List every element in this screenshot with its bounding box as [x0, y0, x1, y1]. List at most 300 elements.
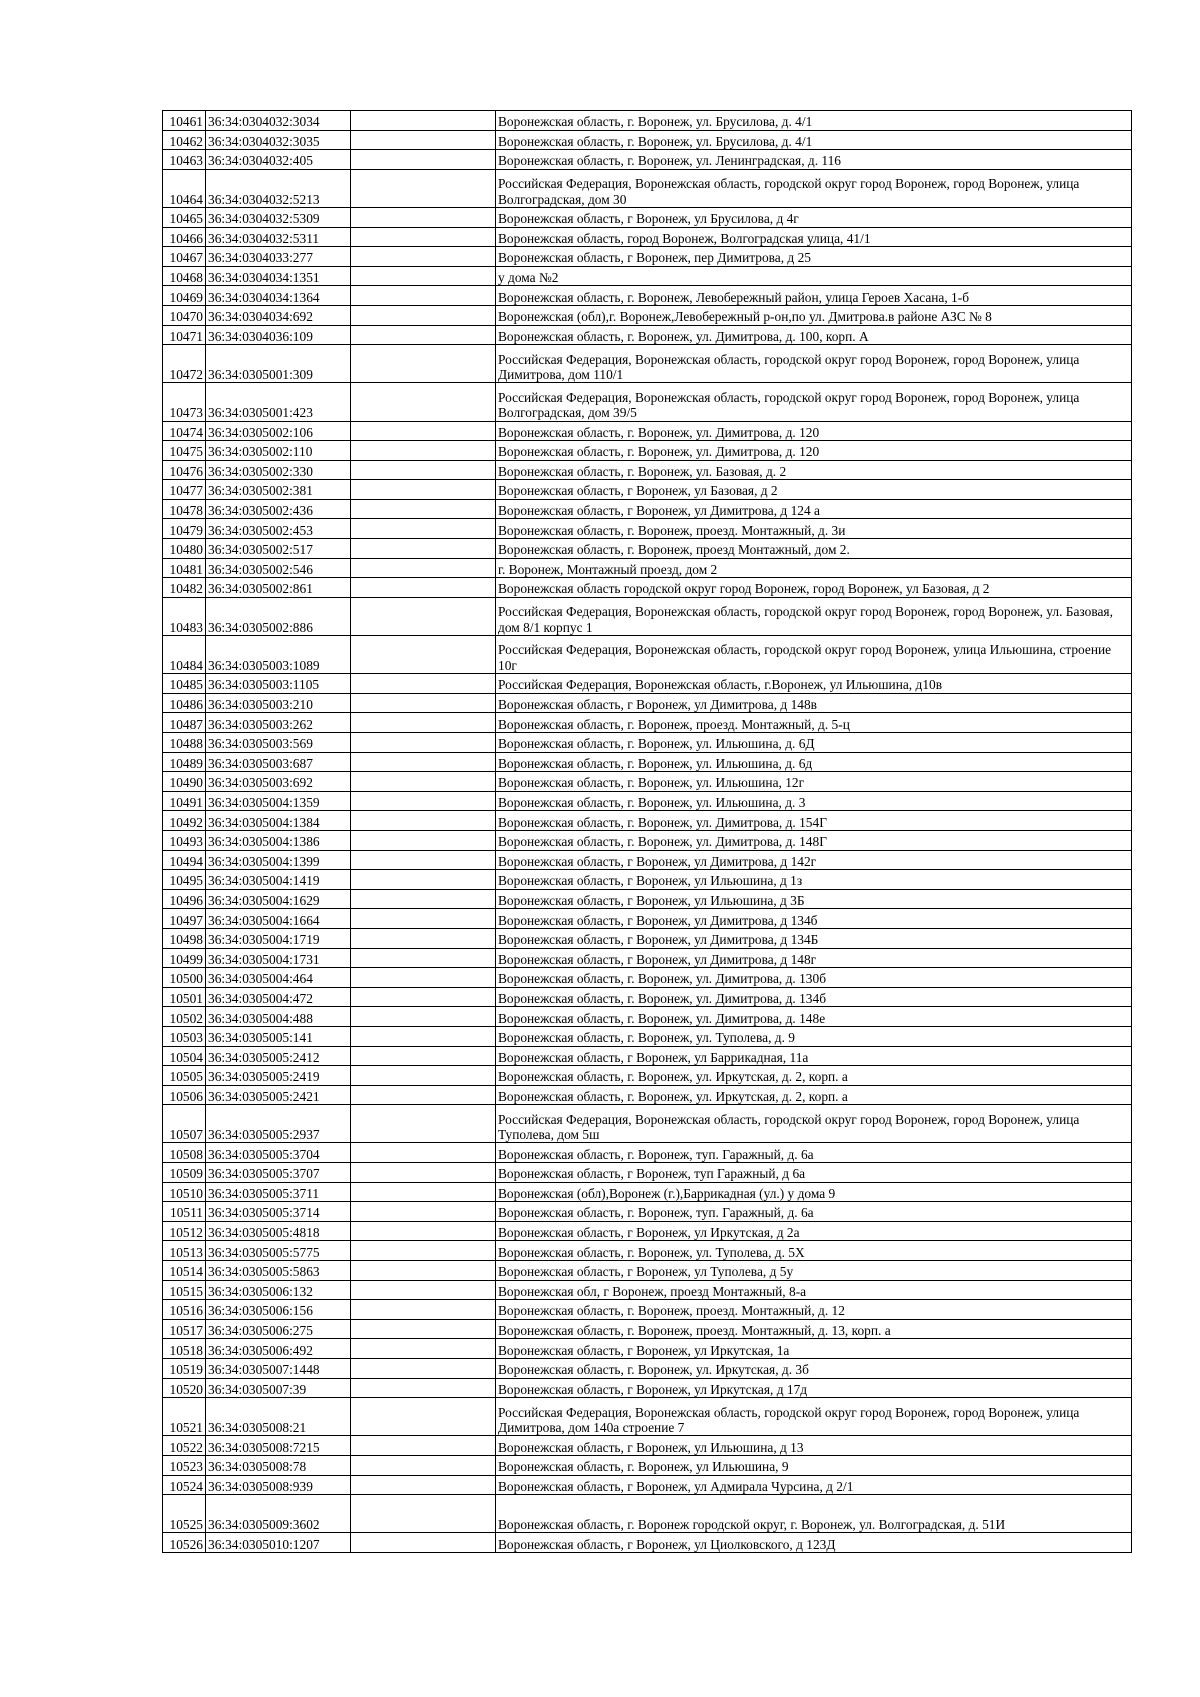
empty-cell: [351, 1202, 496, 1222]
row-number-cell: 10490: [163, 772, 206, 792]
empty-cell: [351, 870, 496, 890]
empty-cell: [351, 1143, 496, 1163]
row-number-cell: 10470: [163, 305, 206, 325]
address-cell: Воронежская обл, г Воронеж, проезд Монтажный, 8-а: [496, 1280, 1132, 1300]
address-cell: Воронежская область, г Воронеж, туп Гаражный, д 6а: [496, 1163, 1132, 1183]
cadastral-number-cell: 36:34:0305005:2419: [206, 1066, 351, 1086]
empty-cell: [351, 1066, 496, 1086]
empty-cell: [351, 383, 496, 421]
cadastral-number-cell: 36:34:0304032:5309: [206, 207, 351, 227]
row-number-cell: 10500: [163, 968, 206, 988]
address-cell: Российская Федерация, Воронежская область, городской округ город Воронеж, город Воронеж, ул. Базовая, дом 8/1 корпус 1: [496, 597, 1132, 635]
address-cell: Воронежская область, г. Воронеж, Левобережный район, улица Героев Хасана, 1-б: [496, 286, 1132, 306]
empty-cell: [351, 1533, 496, 1553]
empty-cell: [351, 345, 496, 383]
cadastral-number-cell: 36:34:0305007:39: [206, 1378, 351, 1398]
address-cell: Воронежская область, г. Воронеж, ул. Димитрова, д. 154Г: [496, 811, 1132, 831]
row-number-cell: 10466: [163, 227, 206, 247]
cadastral-number-cell: 36:34:0305002:886: [206, 597, 351, 635]
table-row: [163, 850, 1132, 870]
cadastral-number-cell: 36:34:0305004:1664: [206, 909, 351, 929]
address-cell: Воронежская область, г Воронеж, ул Иркутская, 1а: [496, 1339, 1132, 1359]
address-cell: Воронежская область, г Воронеж, ул Баррикадная, 11а: [496, 1046, 1132, 1066]
empty-cell: [351, 850, 496, 870]
address-cell: Российская Федерация, Воронежская область, городской округ город Воронеж, город Воронеж, улица Волгоградская, дом 30: [496, 169, 1132, 207]
empty-cell: [351, 519, 496, 539]
empty-cell: [351, 286, 496, 306]
cadastral-number-cell: 36:34:0305004:488: [206, 1007, 351, 1027]
cadastral-number-cell: 36:34:0305002:381: [206, 480, 351, 500]
table-row: [163, 305, 1132, 325]
table-row: [163, 636, 1132, 674]
address-cell: Воронежская область, г. Воронеж, ул. Димитрова, д. 134б: [496, 987, 1132, 1007]
table-row: [163, 150, 1132, 170]
row-number-cell: 10499: [163, 948, 206, 968]
address-cell: Воронежская область, г. Воронеж, ул. Димитрова, д. 148Г: [496, 830, 1132, 850]
cadastral-number-cell: 36:34:0305005:5775: [206, 1241, 351, 1261]
address-cell: Воронежская область, г. Воронеж, туп. Гаражный, д. 6а: [496, 1143, 1132, 1163]
address-cell: Воронежская область, г. Воронеж, ул. Димитрова, д. 120: [496, 441, 1132, 461]
empty-cell: [351, 889, 496, 909]
empty-cell: [351, 1378, 496, 1398]
address-cell: Воронежская область, г. Воронеж, проезд. Монтажный, д. 12: [496, 1300, 1132, 1320]
row-number-cell: 10496: [163, 889, 206, 909]
cadastral-number-cell: 36:34:0304032:5311: [206, 227, 351, 247]
address-cell: Воронежская область, г. Воронеж, проезд. Монтажный, д. 13, корп. а: [496, 1319, 1132, 1339]
cadastral-number-cell: 36:34:0304034:1364: [206, 286, 351, 306]
empty-cell: [351, 499, 496, 519]
address-cell: Российская Федерация, Воронежская область, городской округ город Воронеж, улица Ильюшина, строение 10г: [496, 636, 1132, 674]
table-row: [163, 752, 1132, 772]
cadastral-number-cell: 36:34:0305004:1731: [206, 948, 351, 968]
row-number-cell: 10510: [163, 1182, 206, 1202]
cadastral-number-cell: 36:34:0305003:569: [206, 733, 351, 753]
empty-cell: [351, 207, 496, 227]
empty-cell: [351, 1339, 496, 1359]
table-row: [163, 1163, 1132, 1183]
table-row: [163, 383, 1132, 421]
address-cell: Воронежская область, г Воронеж, пер Димитрова, д 25: [496, 247, 1132, 267]
row-number-cell: 10474: [163, 421, 206, 441]
row-number-cell: 10504: [163, 1046, 206, 1066]
address-cell: Воронежская область, г Воронеж, ул Димитрова, д 148г: [496, 948, 1132, 968]
address-cell: Воронежская область, г. Воронеж, ул. Димитрова, д. 148е: [496, 1007, 1132, 1027]
row-number-cell: 10468: [163, 266, 206, 286]
table-row: [163, 1475, 1132, 1495]
row-number-cell: 10519: [163, 1359, 206, 1379]
table-row: [163, 460, 1132, 480]
table-row: [163, 1398, 1132, 1436]
cadastral-number-cell: 36:34:0304032:3035: [206, 130, 351, 150]
empty-cell: [351, 1085, 496, 1105]
row-number-cell: 10471: [163, 325, 206, 345]
row-number-cell: 10480: [163, 539, 206, 559]
address-cell: Российская Федерация, Воронежская область, городской округ город Воронеж, город Воронеж, улица Туполева, дом 5ш: [496, 1105, 1132, 1143]
table-row: [163, 1046, 1132, 1066]
row-number-cell: 10465: [163, 207, 206, 227]
address-cell: Воронежская область, г Воронеж, ул Иркутская, д 2а: [496, 1221, 1132, 1241]
empty-cell: [351, 227, 496, 247]
table-row: [163, 811, 1132, 831]
row-number-cell: 10523: [163, 1455, 206, 1475]
table-row: [163, 713, 1132, 733]
row-number-cell: 10478: [163, 499, 206, 519]
address-cell: Воронежская область, г. Воронеж, туп. Гаражный, д. 6а: [496, 1202, 1132, 1222]
address-cell: Российская Федерация, Воронежская область, городской округ город Воронеж, город Воронеж, улица Волгоградская, дом 39/5: [496, 383, 1132, 421]
cadastral-number-cell: 36:34:0305002:436: [206, 499, 351, 519]
table-row: [163, 1026, 1132, 1046]
table-row: [163, 733, 1132, 753]
empty-cell: [351, 830, 496, 850]
empty-cell: [351, 247, 496, 267]
empty-cell: [351, 1163, 496, 1183]
address-cell: Воронежская (обл),г. Воронеж,Левобережный р-он,по ул. Дмитрова.в районе АЗС № 8: [496, 305, 1132, 325]
table-row: [163, 499, 1132, 519]
address-cell: Воронежская область, г Воронеж, ул Адмирала Чурсина, д 2/1: [496, 1475, 1132, 1495]
address-cell: Российская Федерация, Воронежская область, г.Воронеж, ул Ильюшина, д10в: [496, 674, 1132, 694]
empty-cell: [351, 597, 496, 635]
address-cell: Воронежская область, г. Воронеж, ул. Брусилова, д. 4/1: [496, 130, 1132, 150]
address-cell: у дома №2: [496, 266, 1132, 286]
empty-cell: [351, 1182, 496, 1202]
table-row: [163, 1455, 1132, 1475]
address-cell: Воронежская область, г Воронеж, ул Димитрова, д 142г: [496, 850, 1132, 870]
table-row: [163, 207, 1132, 227]
address-cell: Воронежская область городской округ город Воронеж, город Воронеж, ул Базовая, д 2: [496, 578, 1132, 598]
table-row: [163, 1066, 1132, 1086]
address-cell: Воронежская область, г. Воронеж, ул Ильюшина, 9: [496, 1455, 1132, 1475]
cadastral-number-cell: 36:34:0305004:1419: [206, 870, 351, 890]
table-row: [163, 889, 1132, 909]
table-row: [163, 1085, 1132, 1105]
row-number-cell: 10524: [163, 1475, 206, 1495]
address-cell: Воронежская область, г. Воронеж, ул. Ильюшина, 12г: [496, 772, 1132, 792]
table-row: [163, 909, 1132, 929]
row-number-cell: 10511: [163, 1202, 206, 1222]
empty-cell: [351, 1280, 496, 1300]
row-number-cell: 10483: [163, 597, 206, 635]
cadastral-number-cell: 36:34:0305002:546: [206, 558, 351, 578]
table-row: [163, 266, 1132, 286]
row-number-cell: 10463: [163, 150, 206, 170]
address-cell: Воронежская область, г. Воронеж, проезд. Монтажный, д. 5-ц: [496, 713, 1132, 733]
table-row: [163, 1359, 1132, 1379]
empty-cell: [351, 1007, 496, 1027]
address-cell: Воронежская область, г Воронеж, ул Димитрова, д 134б: [496, 909, 1132, 929]
row-number-cell: 10513: [163, 1241, 206, 1261]
row-number-cell: 10526: [163, 1533, 206, 1553]
table-row: [163, 928, 1132, 948]
address-cell: Воронежская область, г Воронеж, ул Туполева, д 5у: [496, 1261, 1132, 1281]
address-cell: Воронежская область, г Воронеж, ул Димитрова, д 134Б: [496, 928, 1132, 948]
row-number-cell: 10477: [163, 480, 206, 500]
cadastral-number-cell: 36:34:0305005:3714: [206, 1202, 351, 1222]
row-number-cell: 10498: [163, 928, 206, 948]
empty-cell: [351, 1319, 496, 1339]
cadastral-number-cell: 36:34:0305002:453: [206, 519, 351, 539]
row-number-cell: 10497: [163, 909, 206, 929]
cadastral-number-cell: 36:34:0305004:1384: [206, 811, 351, 831]
empty-cell: [351, 791, 496, 811]
table-row: [163, 674, 1132, 694]
table-row: [163, 441, 1132, 461]
table-row: [163, 948, 1132, 968]
empty-cell: [351, 578, 496, 598]
cadastral-number-cell: 36:34:0305005:2937: [206, 1105, 351, 1143]
address-registry-table: [162, 110, 1132, 1553]
row-number-cell: 10501: [163, 987, 206, 1007]
table-row: [163, 1261, 1132, 1281]
row-number-cell: 10518: [163, 1339, 206, 1359]
cadastral-number-cell: 36:34:0305006:275: [206, 1319, 351, 1339]
table-row: [163, 597, 1132, 635]
row-number-cell: 10505: [163, 1066, 206, 1086]
row-number-cell: 10476: [163, 460, 206, 480]
address-cell: Российская Федерация, Воронежская область, городской округ город Воронеж, город Воронеж, улица Димитрова, дом 110/1: [496, 345, 1132, 383]
cadastral-number-cell: 36:34:0305006:132: [206, 1280, 351, 1300]
empty-cell: [351, 968, 496, 988]
row-number-cell: 10489: [163, 752, 206, 772]
row-number-cell: 10492: [163, 811, 206, 831]
address-cell: Воронежская область, г. Воронеж, ул. Ленинградская, д. 116: [496, 150, 1132, 170]
table-row: [163, 1007, 1132, 1027]
table-row: [163, 1221, 1132, 1241]
empty-cell: [351, 713, 496, 733]
row-number-cell: 10520: [163, 1378, 206, 1398]
table-row: [163, 130, 1132, 150]
empty-cell: [351, 150, 496, 170]
table-row: [163, 345, 1132, 383]
row-number-cell: 10475: [163, 441, 206, 461]
empty-cell: [351, 130, 496, 150]
empty-cell: [351, 1026, 496, 1046]
cadastral-number-cell: 36:34:0304033:277: [206, 247, 351, 267]
empty-cell: [351, 752, 496, 772]
table-row: [163, 1280, 1132, 1300]
address-cell: Воронежская область, г. Воронеж, проезд. Монтажный, д. 3и: [496, 519, 1132, 539]
row-number-cell: 10525: [163, 1495, 206, 1533]
address-cell: Воронежская область, г Воронеж, ул Ильюшина, д 3Б: [496, 889, 1132, 909]
table-row: [163, 1319, 1132, 1339]
empty-cell: [351, 558, 496, 578]
cadastral-number-cell: 36:34:0304032:405: [206, 150, 351, 170]
cadastral-number-cell: 36:34:0305007:1448: [206, 1359, 351, 1379]
empty-cell: [351, 1300, 496, 1320]
table-row: [163, 1105, 1132, 1143]
row-number-cell: 10472: [163, 345, 206, 383]
address-cell: Воронежская область, г Воронеж, ул Циолковского, д 123Д: [496, 1533, 1132, 1553]
row-number-cell: 10493: [163, 830, 206, 850]
row-number-cell: 10464: [163, 169, 206, 207]
empty-cell: [351, 539, 496, 559]
cadastral-number-cell: 36:34:0305005:2412: [206, 1046, 351, 1066]
row-number-cell: 10479: [163, 519, 206, 539]
address-cell: Воронежская область, г Воронеж, ул Базовая, д 2: [496, 480, 1132, 500]
row-number-cell: 10486: [163, 693, 206, 713]
row-number-cell: 10488: [163, 733, 206, 753]
table-row: [163, 693, 1132, 713]
row-number-cell: 10514: [163, 1261, 206, 1281]
table-row: [163, 1202, 1132, 1222]
table-row: [163, 1182, 1132, 1202]
cadastral-number-cell: 36:34:0305003:1105: [206, 674, 351, 694]
table-row: [163, 111, 1132, 131]
cadastral-number-cell: 36:34:0305004:1359: [206, 791, 351, 811]
cadastral-number-cell: 36:34:0305004:464: [206, 968, 351, 988]
table-row: [163, 325, 1132, 345]
row-number-cell: 10482: [163, 578, 206, 598]
empty-cell: [351, 1475, 496, 1495]
cadastral-number-cell: 36:34:0305005:5863: [206, 1261, 351, 1281]
cadastral-number-cell: 36:34:0305001:423: [206, 383, 351, 421]
address-cell: Воронежская область, г. Воронеж, ул. Брусилова, д. 4/1: [496, 111, 1132, 131]
cadastral-number-cell: 36:34:0305005:3707: [206, 1163, 351, 1183]
address-cell: Воронежская область, г. Воронеж, ул. Ильюшина, д. 6д: [496, 752, 1132, 772]
address-cell: Воронежская область, г. Воронеж, проезд Монтажный, дом 2.: [496, 539, 1132, 559]
empty-cell: [351, 948, 496, 968]
row-number-cell: 10522: [163, 1436, 206, 1456]
cadastral-number-cell: 36:34:0305002:861: [206, 578, 351, 598]
row-number-cell: 10503: [163, 1026, 206, 1046]
cadastral-number-cell: 36:34:0305002:106: [206, 421, 351, 441]
empty-cell: [351, 111, 496, 131]
cadastral-number-cell: 36:34:0305002:517: [206, 539, 351, 559]
address-cell: Воронежская область, г. Воронеж, ул. Туполева, д. 9: [496, 1026, 1132, 1046]
address-cell: Воронежская область, г. Воронеж, ул. Димитрова, д. 100, корп. А: [496, 325, 1132, 345]
table-row: [163, 870, 1132, 890]
address-cell: Воронежская область, г. Воронеж, ул. Иркутская, д. 2, корп. а: [496, 1085, 1132, 1105]
table-row: [163, 830, 1132, 850]
table-row: [163, 480, 1132, 500]
empty-cell: [351, 636, 496, 674]
row-number-cell: 10491: [163, 791, 206, 811]
table-row: [163, 421, 1132, 441]
address-cell: Воронежская область, г. Воронеж, ул. Ильюшина, д. 3: [496, 791, 1132, 811]
address-cell: Воронежская (обл),Воронеж (г.),Баррикадная (ул.) у дома 9: [496, 1182, 1132, 1202]
address-cell: Воронежская область, г. Воронеж, ул. Туполева, д. 5Х: [496, 1241, 1132, 1261]
row-number-cell: 10507: [163, 1105, 206, 1143]
table-row: [163, 227, 1132, 247]
empty-cell: [351, 693, 496, 713]
row-number-cell: 10517: [163, 1319, 206, 1339]
address-cell: Воронежская область, г. Воронеж, ул. Базовая, д. 2: [496, 460, 1132, 480]
empty-cell: [351, 266, 496, 286]
cadastral-number-cell: 36:34:0305010:1207: [206, 1533, 351, 1553]
row-number-cell: 10495: [163, 870, 206, 890]
empty-cell: [351, 733, 496, 753]
row-number-cell: 10467: [163, 247, 206, 267]
cadastral-number-cell: 36:34:0304036:109: [206, 325, 351, 345]
address-cell: Воронежская область, г. Воронеж, ул. Иркутская, д. 2, корп. а: [496, 1066, 1132, 1086]
table-row: [163, 539, 1132, 559]
empty-cell: [351, 325, 496, 345]
cadastral-number-cell: 36:34:0305004:1719: [206, 928, 351, 948]
table-row: [163, 1300, 1132, 1320]
cadastral-number-cell: 36:34:0305005:4818: [206, 1221, 351, 1241]
cadastral-number-cell: 36:34:0305003:210: [206, 693, 351, 713]
empty-cell: [351, 987, 496, 1007]
address-cell: Воронежская область, г Воронеж, ул Брусилова, д 4г: [496, 207, 1132, 227]
address-cell: г. Воронеж, Монтажный проезд, дом 2: [496, 558, 1132, 578]
address-cell: Воронежская область, г Воронеж, ул Димитрова, д 148в: [496, 693, 1132, 713]
table-row: [163, 1436, 1132, 1456]
cadastral-number-cell: 36:34:0304034:1351: [206, 266, 351, 286]
cadastral-number-cell: 36:34:0305004:1629: [206, 889, 351, 909]
empty-cell: [351, 928, 496, 948]
address-cell: Воронежская область, г. Воронеж, ул. Иркутская, д. 3б: [496, 1359, 1132, 1379]
table-row: [163, 169, 1132, 207]
empty-cell: [351, 1455, 496, 1475]
cadastral-number-cell: 36:34:0305004:472: [206, 987, 351, 1007]
cadastral-number-cell: 36:34:0304034:692: [206, 305, 351, 325]
row-number-cell: 10521: [163, 1398, 206, 1436]
empty-cell: [351, 1359, 496, 1379]
cadastral-number-cell: 36:34:0305009:3602: [206, 1495, 351, 1533]
cadastral-number-cell: 36:34:0305005:2421: [206, 1085, 351, 1105]
row-number-cell: 10506: [163, 1085, 206, 1105]
empty-cell: [351, 305, 496, 325]
table-row: [163, 247, 1132, 267]
table-row: [163, 1339, 1132, 1359]
cadastral-number-cell: 36:34:0305002:110: [206, 441, 351, 461]
table-row: [163, 1143, 1132, 1163]
cadastral-number-cell: 36:34:0305001:309: [206, 345, 351, 383]
address-cell: Воронежская область, г. Воронеж городской округ, г. Воронеж, ул. Волгоградская, д. 51И: [496, 1495, 1132, 1533]
table-row: [163, 286, 1132, 306]
address-cell: Воронежская область, г. Воронеж, ул. Ильюшина, д. 6Д: [496, 733, 1132, 753]
registry-body: [163, 111, 1132, 1553]
empty-cell: [351, 480, 496, 500]
row-number-cell: 10502: [163, 1007, 206, 1027]
cadastral-number-cell: 36:34:0305003:687: [206, 752, 351, 772]
empty-cell: [351, 1221, 496, 1241]
empty-cell: [351, 169, 496, 207]
row-number-cell: 10481: [163, 558, 206, 578]
address-cell: Российская Федерация, Воронежская область, городской округ город Воронеж, город Воронеж, улица Димитрова, дом 140а строение 7: [496, 1398, 1132, 1436]
address-cell: Воронежская область, г Воронеж, ул Ильюшина, д 13: [496, 1436, 1132, 1456]
table-row: [163, 558, 1132, 578]
cadastral-number-cell: 36:34:0305006:156: [206, 1300, 351, 1320]
cadastral-number-cell: 36:34:0305005:3711: [206, 1182, 351, 1202]
empty-cell: [351, 1105, 496, 1143]
row-number-cell: 10473: [163, 383, 206, 421]
cadastral-number-cell: 36:34:0305003:1089: [206, 636, 351, 674]
row-number-cell: 10515: [163, 1280, 206, 1300]
row-number-cell: 10469: [163, 286, 206, 306]
row-number-cell: 10485: [163, 674, 206, 694]
cadastral-number-cell: 36:34:0305008:7215: [206, 1436, 351, 1456]
cadastral-number-cell: 36:34:0305008:939: [206, 1475, 351, 1495]
cadastral-number-cell: 36:34:0305004:1386: [206, 830, 351, 850]
empty-cell: [351, 1398, 496, 1436]
table-row: [163, 1241, 1132, 1261]
cadastral-number-cell: 36:34:0305005:3704: [206, 1143, 351, 1163]
address-cell: Воронежская область, город Воронеж, Волгоградская улица, 41/1: [496, 227, 1132, 247]
empty-cell: [351, 909, 496, 929]
table-row: [163, 1378, 1132, 1398]
empty-cell: [351, 1495, 496, 1533]
row-number-cell: 10516: [163, 1300, 206, 1320]
address-cell: Воронежская область, г Воронеж, ул Иркутская, д 17д: [496, 1378, 1132, 1398]
empty-cell: [351, 1046, 496, 1066]
row-number-cell: 10494: [163, 850, 206, 870]
row-number-cell: 10462: [163, 130, 206, 150]
table-row: [163, 1495, 1132, 1533]
empty-cell: [351, 460, 496, 480]
empty-cell: [351, 811, 496, 831]
row-number-cell: 10509: [163, 1163, 206, 1183]
address-cell: Воронежская область, г Воронеж, ул Ильюшина, д 1з: [496, 870, 1132, 890]
